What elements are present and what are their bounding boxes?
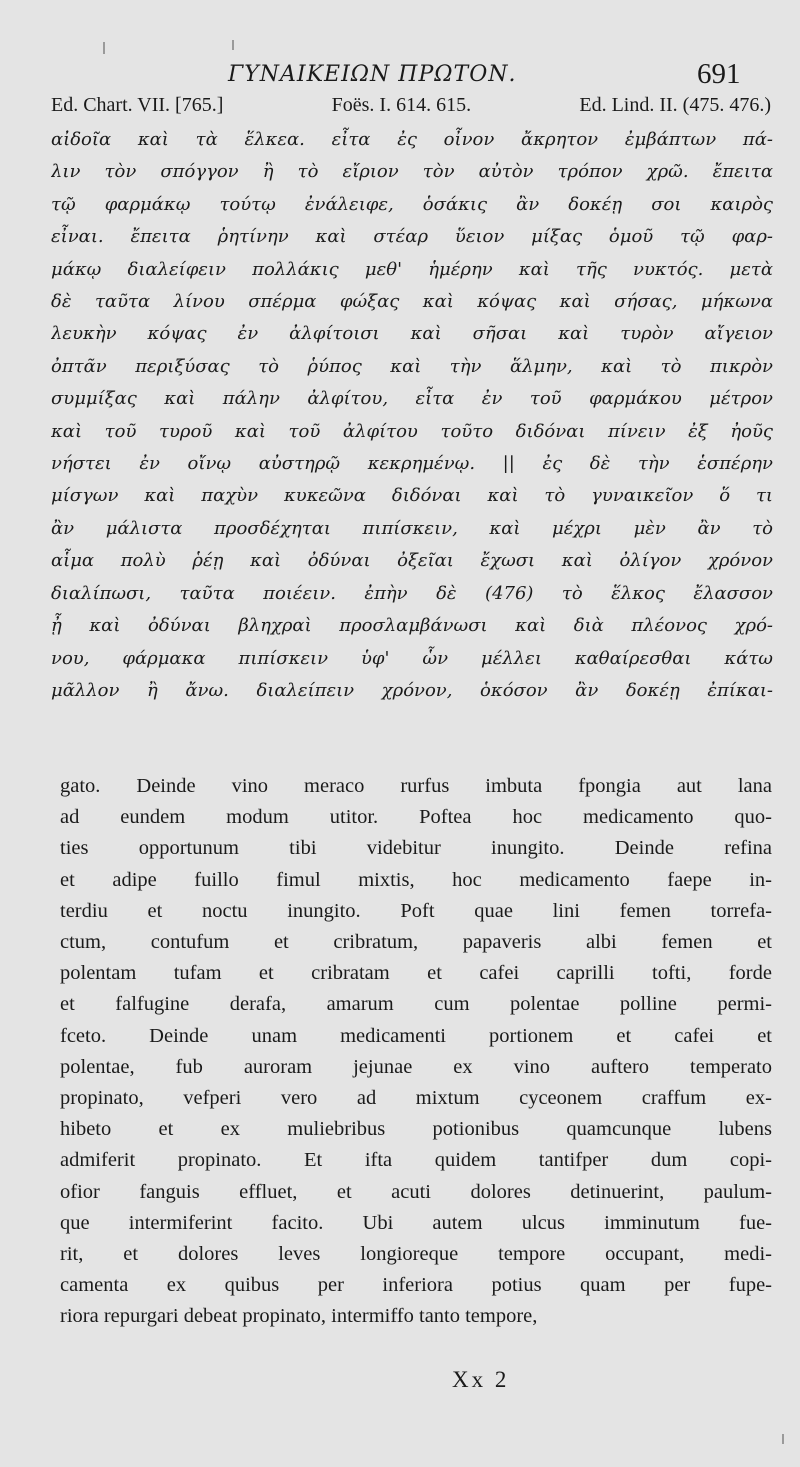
latin-line: admiferit propinato. Et ifta quidem tantifper dum copi-	[60, 1149, 772, 1172]
greek-line: ὀπτᾶν περιξύσας τὸ ῥύπος καὶ τὴν ἅλμην, καὶ τὸ πικρὸν	[51, 355, 773, 377]
latin-line: terdiu et noctu inungito. Poft quae lini femen torrefa-	[60, 899, 772, 922]
latin-line: hibeto et ex muliebribus potionibus quamcunque lubens	[60, 1118, 772, 1141]
signature-mark: Xx 2	[452, 1367, 510, 1392]
edition-chart-ref: Ed. Chart. VII. [765.]	[51, 94, 224, 116]
edition-reference-line	[51, 94, 771, 117]
edition-lind-ref: Ed. Lind. II. (475. 476.)	[579, 94, 771, 116]
latin-line: camenta ex quibus per inferiora potius quam per fupe-	[60, 1274, 772, 1297]
margin-tick	[232, 40, 234, 50]
latin-line: propinato, vefperi vero ad mixtum cyceonem craffum ex-	[60, 1087, 772, 1110]
greek-line: λιν τὸν σπόγγον ἢ τὸ εἴριον τὸν αὐτὸν τρόπον χρῶ. ἔπειτα	[51, 161, 773, 183]
greek-line: διαλίπωσι, ταῦτα ποιέειν. ἐπὴν δὲ (476) τὸ ἕλκος ἔλασσον	[51, 582, 773, 604]
greek-line: μίσγων καὶ παχὺν κυκεῶνα διδόναι καὶ τὸ γυναικεῖον ὅ τι	[51, 485, 773, 507]
latin-line: ad eundem modum utitor. Poftea hoc medicamento quo-	[60, 806, 772, 829]
greek-line: εἶναι. ἔπειτα ῥητίνην καὶ στέαρ ὕειον μίξας ὁμοῦ τῷ φαρ-	[51, 226, 773, 248]
greek-line: καὶ τοῦ τυροῦ καὶ τοῦ ἀλφίτου τοῦτο διδόναι πίνειν ἐξ ἠοῦς	[51, 420, 773, 442]
latin-line: polentam tufam et cribratam et cafei caprilli tofti, forde	[60, 962, 772, 985]
margin-tick	[782, 1434, 784, 1444]
greek-line: συμμίξας καὶ πάλην ἀλφίτου, εἶτα ἐν τοῦ φαρμάκου μέτρον	[51, 388, 773, 410]
greek-line: νήστει ἐν οἴνῳ αὐστηρῷ κεκρημένῳ. || ἐς δὲ τὴν ἑσπέρην	[51, 453, 773, 475]
latin-line: ofior fanguis effluet, et acuti dolores detinuerint, paulum-	[60, 1180, 772, 1203]
greek-text-block	[51, 124, 773, 707]
edition-foes-ref: Foës. I. 614. 615.	[331, 94, 472, 116]
greek-line: μάκῳ διαλείφειν πολλάκις μεθ' ἡμέρην καὶ τῆς νυκτός. μετὰ	[51, 258, 773, 280]
greek-line: μᾶλλον ἢ ἄνω. διαλείπειν χρόνον, ὁκόσον ἂν δοκέῃ ἐπίκαι-	[51, 679, 773, 701]
greek-line: νου, φάρμακα πιπίσκειν ὑφ' ὧν μέλλει καθαίρεσθαι κάτω	[51, 647, 773, 669]
page-number: 691	[697, 58, 741, 90]
latin-line: et falfugine derafa, amarum cum polentae polline permi-	[60, 993, 772, 1016]
latin-line: et adipe fuillo fimul mixtis, hoc medicamento faepe in-	[60, 868, 772, 891]
latin-line: que intermiferint facito. Ubi autem ulcus imminutum fue-	[60, 1211, 772, 1234]
latin-line: polentae, fub auroram jejunae ex vino auftero temperato	[60, 1055, 772, 1078]
latin-text-block	[60, 771, 772, 1333]
running-title: ΓΥΝΑΙΚΕΙΩΝ ΠΡΩΤΟΝ.	[228, 62, 517, 87]
latin-line: gato. Deinde vino meraco rurfus imbuta fpongia aut lana	[60, 775, 772, 797]
greek-line: δὲ ταῦτα λίνου σπέρμα φώξας καὶ κόψας καὶ σήσας, μήκωνα	[51, 291, 773, 313]
latin-line: rit, et dolores leves longioreque tempore occupant, medi-	[60, 1243, 772, 1266]
greek-line: τῷ φαρμάκῳ τούτῳ ἐνάλειφε, ὁσάκις ἂν δοκέῃ σοι καιρὸς	[51, 193, 773, 215]
latin-line: fceto. Deinde unam medicamenti portionem et cafei et	[60, 1024, 772, 1047]
greek-line: αἷμα πολὺ ῥέῃ καὶ ὀδύναι ὀξεῖαι ἔχωσι καὶ ὀλίγον χρόνον	[51, 550, 773, 572]
margin-tick	[103, 42, 105, 54]
greek-line: ἂν μάλιστα προσδέχηται πιπίσκειν, καὶ μέχρι μὲν ἂν τὸ	[51, 517, 773, 539]
latin-line: ctum, contufum et cribratum, papaveris albi femen et	[60, 931, 772, 954]
greek-line: αἰδοῖα καὶ τὰ ἕλκεα. εἶτα ἐς οἶνον ἄκρητον ἐμβάπτων πά-	[51, 129, 773, 150]
latin-line: ties opportunum tibi videbitur inungito. Deinde refina	[60, 837, 772, 860]
latin-line: riora repurgari debeat propinato, intermiffo tanto tempore,	[60, 1305, 538, 1328]
greek-line: ᾖ καὶ ὀδύναι βληχραὶ προσλαμβάνωσι καὶ διὰ πλέονος χρό-	[51, 615, 773, 637]
greek-line: λευκὴν κόψας ἐν ἀλφίτοισι καὶ σῆσαι καὶ τυρὸν αἴγειον	[51, 323, 773, 345]
